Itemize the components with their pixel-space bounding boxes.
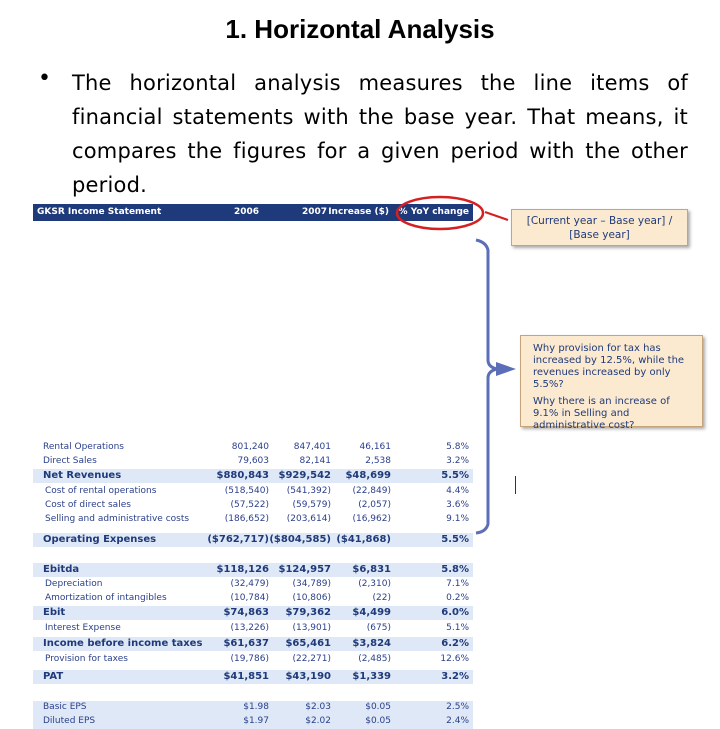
cell-inc: 46,161	[359, 442, 391, 452]
table-row	[33, 701, 473, 715]
cell-v2007: (13,901)	[292, 623, 331, 633]
cell-inc: (2,485)	[358, 654, 391, 664]
cell-pct: 3.6%	[446, 500, 469, 510]
cell-inc: 2,538	[365, 456, 391, 466]
questions-callout	[520, 335, 703, 431]
cell-v2006: (19,786)	[230, 654, 269, 664]
table-row	[33, 441, 473, 455]
divider-line	[515, 476, 516, 494]
cell-pct: 5.1%	[446, 623, 469, 633]
question-tax: Why provision for tax has increased by 12.5%, while the revenues increased by only 5.5%?	[533, 343, 685, 390]
cell-inc: $1,339	[352, 671, 391, 682]
cell-v2007: (10,806)	[292, 593, 331, 603]
cell-v2006: $1.97	[243, 716, 269, 726]
cell-v2006: ($762,717)	[207, 534, 269, 545]
slide-title: 1. Horizontal Analysis	[225, 14, 495, 44]
cell-v2006: 801,240	[231, 442, 269, 452]
header-2006: 2006	[233, 207, 259, 217]
cell-v2007: (203,614)	[286, 514, 331, 524]
income-statement-table	[33, 204, 473, 726]
cell-label: Diluted EPS	[43, 716, 96, 726]
cell-pct: 2.5%	[446, 702, 469, 712]
cell-label: Cost of rental operations	[45, 486, 157, 496]
header-yoy: % YoY change	[398, 207, 469, 217]
cell-inc: (16,962)	[352, 514, 391, 524]
table-row	[33, 592, 473, 606]
cell-v2006: $1.98	[243, 702, 269, 712]
table-row	[33, 563, 473, 577]
table-row	[33, 637, 473, 651]
table-row	[33, 578, 473, 592]
table-row	[33, 606, 473, 620]
table-row	[33, 485, 473, 499]
formula-line2: [Base year]	[569, 229, 630, 241]
cell-pct: 6.0%	[441, 607, 469, 618]
table-row	[33, 455, 473, 469]
table-row	[33, 469, 473, 483]
cell-inc: ($41,868)	[336, 534, 391, 545]
table-row	[33, 670, 473, 684]
header-2007: 2007	[301, 207, 327, 217]
table-row	[33, 653, 473, 667]
cell-label: Income before income taxes	[43, 638, 203, 649]
cell-label: Provision for taxes	[45, 654, 128, 664]
cell-pct: 5.8%	[441, 564, 469, 575]
cell-inc: $0.05	[365, 702, 391, 712]
table-row	[33, 499, 473, 513]
cell-inc: (2,057)	[358, 500, 391, 510]
cell-inc: $0.05	[365, 716, 391, 726]
cell-v2007: 82,141	[299, 456, 331, 466]
bullet-point	[38, 66, 688, 202]
cell-label: Operating Expenses	[43, 534, 157, 545]
cell-inc: $4,499	[352, 607, 391, 618]
cell-pct: 7.1%	[446, 579, 469, 589]
cell-label: Interest Expense	[45, 623, 121, 633]
yoy-pointer-line	[485, 212, 508, 220]
cell-v2007: (59,579)	[292, 500, 331, 510]
cell-label: Net Revenues	[43, 470, 122, 481]
cell-inc: (675)	[366, 623, 391, 633]
cell-v2006: (57,522)	[230, 500, 269, 510]
table-row	[33, 715, 473, 729]
table-row	[33, 513, 473, 527]
table-row	[33, 622, 473, 636]
cell-pct: 6.2%	[441, 638, 469, 649]
cell-pct: 5.8%	[446, 442, 469, 452]
cell-inc: $48,699	[345, 470, 391, 481]
cell-v2007: $79,362	[285, 607, 331, 618]
cell-v2006: $41,851	[223, 671, 269, 682]
bracket-icon	[476, 240, 497, 533]
cell-pct: 5.5%	[441, 534, 469, 545]
cell-v2007: 847,401	[293, 442, 331, 452]
cell-v2007: $2.02	[305, 716, 331, 726]
cell-pct: 5.5%	[441, 470, 469, 481]
cell-v2006: (518,540)	[224, 486, 269, 496]
cell-v2006: (32,479)	[230, 579, 269, 589]
cell-v2007: (34,789)	[292, 579, 331, 589]
cell-v2006: (186,652)	[224, 514, 269, 524]
cell-label: Ebit	[43, 607, 66, 618]
question-selling-cost: Why there is an increase of 9.1% in Selling and administrative cost?	[533, 396, 670, 431]
cell-label: Rental Operations	[43, 442, 124, 452]
cell-v2006: (13,226)	[230, 623, 269, 633]
cell-label: Depreciation	[45, 579, 103, 589]
cell-v2007: (541,392)	[286, 486, 331, 496]
cell-pct: 2.4%	[446, 716, 469, 726]
cell-pct: 9.1%	[446, 514, 469, 524]
cell-v2006: $74,863	[223, 607, 269, 618]
cell-label: Direct Sales	[43, 456, 97, 466]
cell-label: Cost of direct sales	[45, 500, 131, 510]
cell-label: Basic EPS	[43, 702, 87, 712]
cell-inc: $3,824	[352, 638, 391, 649]
cell-label: Ebitda	[43, 564, 80, 575]
bullet-text: The horizontal analysis measures the line items of financial statements with the base year. That means, it compares the figures for a given period with the other period.	[72, 71, 688, 197]
cell-inc: (2,310)	[358, 579, 391, 589]
cell-v2007: $65,461	[285, 638, 331, 649]
cell-v2006: (10,784)	[230, 593, 269, 603]
table-header	[33, 204, 473, 221]
formula-callout	[511, 209, 688, 246]
header-increase: Increase ($)	[328, 207, 389, 217]
arrow-icon	[496, 362, 516, 376]
header-statement: GKSR Income Statement	[37, 207, 162, 217]
cell-label: Amortization of intangibles	[45, 593, 167, 603]
cell-label: PAT	[43, 671, 64, 682]
cell-pct: 0.2%	[446, 593, 469, 603]
cell-label: Selling and administrative costs	[45, 514, 190, 524]
cell-pct: 3.2%	[446, 456, 469, 466]
cell-v2007: (22,271)	[292, 654, 331, 664]
cell-v2006: $880,843	[216, 470, 269, 481]
cell-v2006: $118,126	[216, 564, 269, 575]
cell-pct: 4.4%	[446, 486, 469, 496]
cell-v2007: $124,957	[278, 564, 331, 575]
cell-inc: (22)	[372, 593, 391, 603]
cell-pct: 3.2%	[441, 671, 469, 682]
cell-v2006: 79,603	[237, 456, 269, 466]
cell-pct: 12.6%	[440, 654, 469, 664]
cell-inc: (22,849)	[352, 486, 391, 496]
cell-v2007: ($804,585)	[269, 534, 331, 545]
formula-line1: [Current year – Base year] /	[526, 215, 673, 227]
bullet-icon: •	[38, 66, 51, 91]
table-row	[33, 533, 473, 547]
cell-v2006: $61,637	[223, 638, 269, 649]
cell-inc: $6,831	[352, 564, 391, 575]
cell-v2007: $929,542	[278, 470, 331, 481]
cell-v2007: $2.03	[305, 702, 331, 712]
cell-v2007: $43,190	[285, 671, 331, 682]
